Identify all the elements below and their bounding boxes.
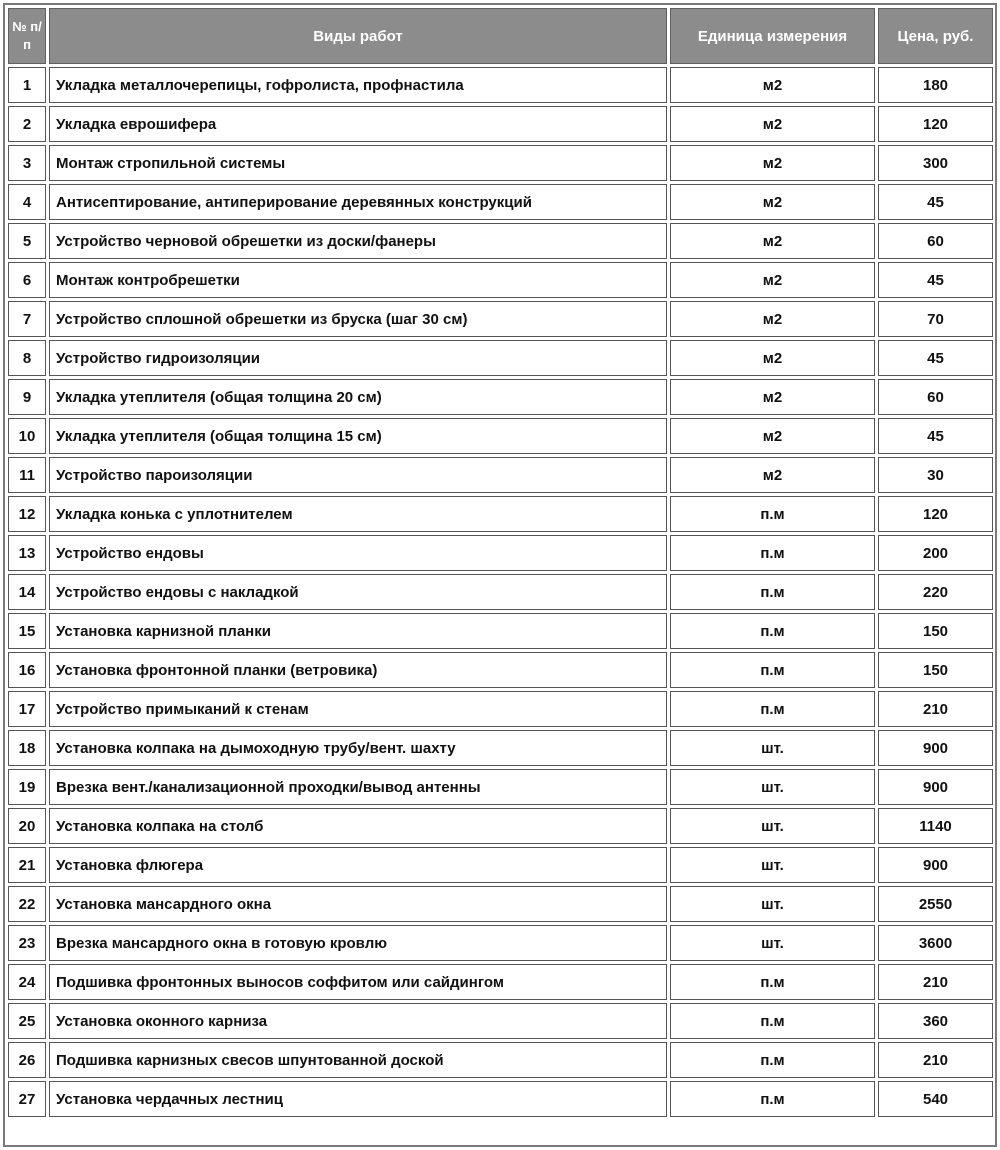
price-cell: 900 xyxy=(878,847,993,883)
work-type-cell: Установка колпака на столб xyxy=(49,808,667,844)
price-cell: 220 xyxy=(878,574,993,610)
unit-cell: п.м xyxy=(670,496,875,532)
price-cell: 2550 xyxy=(878,886,993,922)
table-row xyxy=(8,964,993,1000)
table-row xyxy=(8,1042,993,1078)
price-cell: 60 xyxy=(878,379,993,415)
table-row xyxy=(8,574,993,610)
header-price: Цена, руб. xyxy=(878,8,993,64)
table-row xyxy=(8,691,993,727)
work-type-cell: Укладка утеплителя (общая толщина 15 см) xyxy=(49,418,667,454)
work-type-cell: Установка оконного карниза xyxy=(49,1003,667,1039)
unit-cell: п.м xyxy=(670,1042,875,1078)
table-row xyxy=(8,886,993,922)
unit-cell: м2 xyxy=(670,340,875,376)
unit-cell: м2 xyxy=(670,223,875,259)
price-cell: 30 xyxy=(878,457,993,493)
row-number: 27 xyxy=(8,1081,46,1117)
price-cell: 200 xyxy=(878,535,993,571)
unit-cell: шт. xyxy=(670,769,875,805)
price-cell: 210 xyxy=(878,691,993,727)
price-cell: 1140 xyxy=(878,808,993,844)
table-row xyxy=(8,1081,993,1117)
row-number: 11 xyxy=(8,457,46,493)
unit-cell: п.м xyxy=(670,964,875,1000)
table-row xyxy=(8,262,993,298)
row-number: 18 xyxy=(8,730,46,766)
work-type-cell: Устройство черновой обрешетки из доски/фанеры xyxy=(49,223,667,259)
table-row xyxy=(8,496,993,532)
price-cell: 3600 xyxy=(878,925,993,961)
table-row xyxy=(8,418,993,454)
work-type-cell: Подшивка фронтонных выносов соффитом или сайдингом xyxy=(49,964,667,1000)
row-number: 10 xyxy=(8,418,46,454)
row-number: 9 xyxy=(8,379,46,415)
unit-cell: м2 xyxy=(670,184,875,220)
row-number: 24 xyxy=(8,964,46,1000)
table-row xyxy=(8,808,993,844)
row-number: 16 xyxy=(8,652,46,688)
work-type-cell: Укладка еврошифера xyxy=(49,106,667,142)
table-row xyxy=(8,106,993,142)
row-number: 22 xyxy=(8,886,46,922)
table-row xyxy=(8,301,993,337)
work-type-cell: Укладка конька с уплотнителем xyxy=(49,496,667,532)
price-cell: 900 xyxy=(878,730,993,766)
row-number: 25 xyxy=(8,1003,46,1039)
price-cell: 150 xyxy=(878,652,993,688)
work-type-cell: Установка фронтонной планки (ветровика) xyxy=(49,652,667,688)
work-type-cell: Укладка утеплителя (общая толщина 20 см) xyxy=(49,379,667,415)
work-type-cell: Врезка вент./канализационной проходки/вывод антенны xyxy=(49,769,667,805)
work-type-cell: Устройство ендовы с накладкой xyxy=(49,574,667,610)
price-cell: 70 xyxy=(878,301,993,337)
unit-cell: п.м xyxy=(670,652,875,688)
row-number: 23 xyxy=(8,925,46,961)
work-type-cell: Укладка металлочерепицы, гофролиста, профнастила xyxy=(49,67,667,103)
price-cell: 210 xyxy=(878,964,993,1000)
table-row xyxy=(8,340,993,376)
price-cell: 540 xyxy=(878,1081,993,1117)
unit-cell: м2 xyxy=(670,418,875,454)
row-number: 4 xyxy=(8,184,46,220)
price-cell: 120 xyxy=(878,496,993,532)
work-type-cell: Монтаж стропильной системы xyxy=(49,145,667,181)
work-type-cell: Установка колпака на дымоходную трубу/вент. шахту xyxy=(49,730,667,766)
row-number: 20 xyxy=(8,808,46,844)
row-number: 5 xyxy=(8,223,46,259)
row-number: 7 xyxy=(8,301,46,337)
row-number: 13 xyxy=(8,535,46,571)
row-number: 26 xyxy=(8,1042,46,1078)
table-header-row xyxy=(8,8,993,64)
unit-cell: п.м xyxy=(670,691,875,727)
row-number: 1 xyxy=(8,67,46,103)
header-number: № п/п xyxy=(8,8,46,64)
unit-cell: м2 xyxy=(670,301,875,337)
unit-cell: п.м xyxy=(670,613,875,649)
unit-cell: шт. xyxy=(670,730,875,766)
work-type-cell: Врезка мансардного окна в готовую кровлю xyxy=(49,925,667,961)
price-cell: 45 xyxy=(878,262,993,298)
work-type-cell: Устройство примыканий к стенам xyxy=(49,691,667,727)
row-number: 12 xyxy=(8,496,46,532)
unit-cell: м2 xyxy=(670,145,875,181)
price-cell: 45 xyxy=(878,340,993,376)
unit-cell: м2 xyxy=(670,457,875,493)
table-row xyxy=(8,925,993,961)
work-type-cell: Установка чердачных лестниц xyxy=(49,1081,667,1117)
price-cell: 60 xyxy=(878,223,993,259)
table-row xyxy=(8,145,993,181)
price-cell: 150 xyxy=(878,613,993,649)
header-unit: Единица измерения xyxy=(670,8,875,64)
unit-cell: шт. xyxy=(670,847,875,883)
unit-cell: шт. xyxy=(670,925,875,961)
work-type-cell: Установка карнизной планки xyxy=(49,613,667,649)
row-number: 17 xyxy=(8,691,46,727)
price-cell: 45 xyxy=(878,418,993,454)
row-number: 2 xyxy=(8,106,46,142)
work-type-cell: Установка мансардного окна xyxy=(49,886,667,922)
table-row xyxy=(8,223,993,259)
table-row xyxy=(8,730,993,766)
unit-cell: шт. xyxy=(670,808,875,844)
unit-cell: шт. xyxy=(670,886,875,922)
row-number: 3 xyxy=(8,145,46,181)
price-table-container xyxy=(3,3,997,1147)
table-row xyxy=(8,652,993,688)
table-body xyxy=(8,67,993,1117)
unit-cell: п.м xyxy=(670,1003,875,1039)
unit-cell: п.м xyxy=(670,1081,875,1117)
work-type-cell: Устройство гидроизоляции xyxy=(49,340,667,376)
work-type-cell: Устройство сплошной обрешетки из бруска (шаг 30 см) xyxy=(49,301,667,337)
table-row xyxy=(8,457,993,493)
table-row xyxy=(8,847,993,883)
work-type-cell: Установка флюгера xyxy=(49,847,667,883)
price-cell: 300 xyxy=(878,145,993,181)
table-row xyxy=(8,1003,993,1039)
work-type-cell: Монтаж контробрешетки xyxy=(49,262,667,298)
work-type-cell: Подшивка карнизных свесов шпунтованной доской xyxy=(49,1042,667,1078)
unit-cell: м2 xyxy=(670,262,875,298)
row-number: 6 xyxy=(8,262,46,298)
row-number: 8 xyxy=(8,340,46,376)
table-row xyxy=(8,535,993,571)
work-type-cell: Устройство ендовы xyxy=(49,535,667,571)
row-number: 14 xyxy=(8,574,46,610)
unit-cell: п.м xyxy=(670,535,875,571)
price-cell: 210 xyxy=(878,1042,993,1078)
work-type-cell: Устройство пароизоляции xyxy=(49,457,667,493)
table-row xyxy=(8,184,993,220)
unit-cell: м2 xyxy=(670,67,875,103)
row-number: 19 xyxy=(8,769,46,805)
row-number: 15 xyxy=(8,613,46,649)
price-cell: 360 xyxy=(878,1003,993,1039)
price-cell: 120 xyxy=(878,106,993,142)
price-cell: 180 xyxy=(878,67,993,103)
work-type-cell: Антисептирование, антиперирование деревянных конструкций xyxy=(49,184,667,220)
unit-cell: м2 xyxy=(670,106,875,142)
table-row xyxy=(8,769,993,805)
unit-cell: п.м xyxy=(670,574,875,610)
table-row xyxy=(8,379,993,415)
unit-cell: м2 xyxy=(670,379,875,415)
price-table xyxy=(5,5,996,1120)
table-row xyxy=(8,67,993,103)
price-cell: 900 xyxy=(878,769,993,805)
price-cell: 45 xyxy=(878,184,993,220)
header-work-type: Виды работ xyxy=(49,8,667,64)
table-row xyxy=(8,613,993,649)
row-number: 21 xyxy=(8,847,46,883)
